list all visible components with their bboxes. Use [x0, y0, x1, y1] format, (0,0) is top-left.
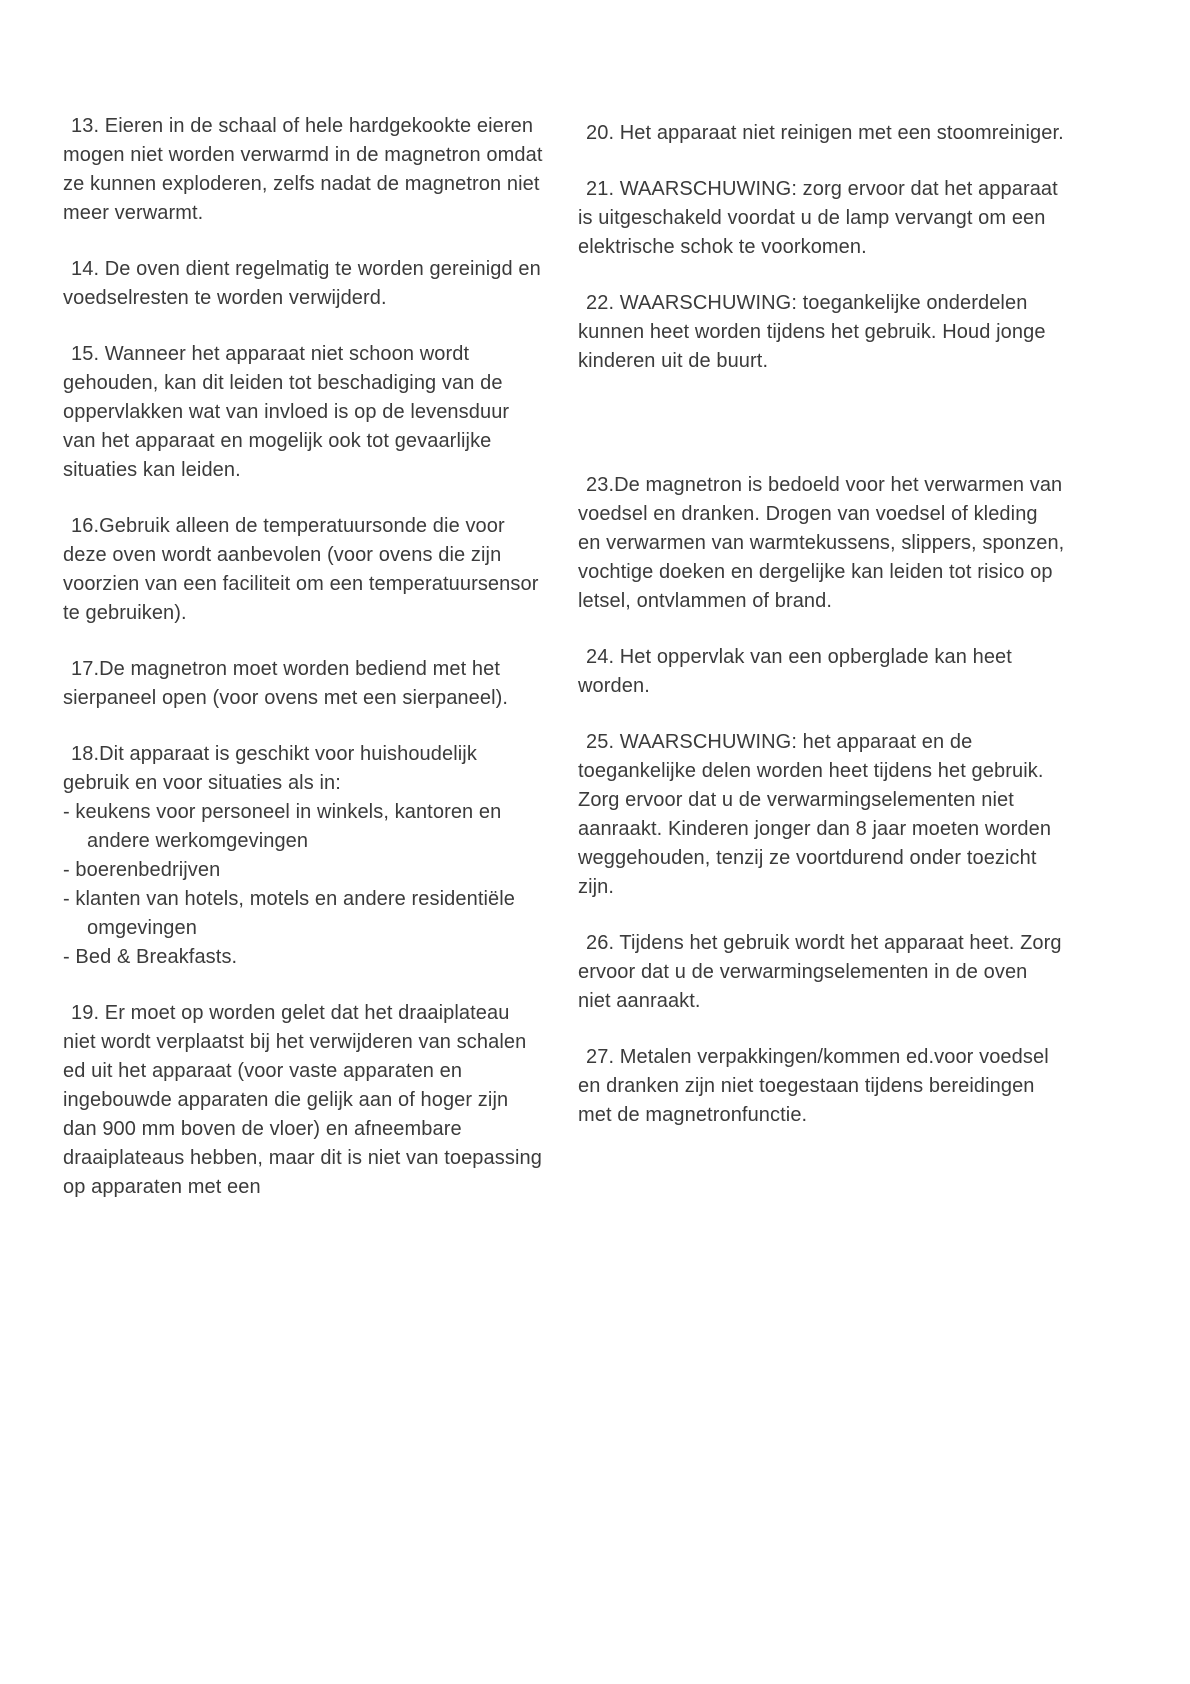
instruction-item — [578, 289, 1065, 376]
instruction-text: 24. Het oppervlak van een opberglade kan heet worden. — [578, 646, 1012, 697]
instruction-item — [63, 740, 545, 972]
instruction-item — [63, 512, 545, 628]
instruction-item — [63, 112, 545, 228]
sublist-item: - klanten van hotels, motels en andere residentiële omgevingen — [63, 888, 516, 939]
instruction-text: 21. WAARSCHUWING: zorg ervoor dat het apparaat is uitgeschakeld voordat u de lamp vervangt om een elektrische schok te voorkomen. — [578, 178, 1058, 258]
instruction-item — [578, 728, 1065, 902]
instruction-text: 14. De oven dient regelmatig te worden gereinigd en voedselresten te worden verwijderd. — [63, 258, 541, 309]
instruction-text: 15. Wanneer het apparaat niet schoon wordt gehouden, kan dit leiden tot beschadiging van de oppervlakken wat van invloed is op de levensduur van het apparaat en mogelijk ook tot gevaarlijke situaties kan leiden. — [63, 343, 510, 481]
instruction-text: 19. Er moet op worden gelet dat het draaiplateau niet wordt verplaatst bij het verwijderen van schalen ed uit het apparaat (voor vaste apparaten en ingebouwde apparaten die gelijk aan of hoger zijn dan 900 mm boven de vloer) en afneembare draaiplateaus hebben, maar dit is niet van toepassing op apparaten met een — [63, 1002, 542, 1198]
instruction-text: 22. WAARSCHUWING: toegankelijke onderdelen kunnen heet worden tijdens het gebruik. Houd jonge kinderen uit de buurt. — [578, 292, 1046, 372]
instruction-sublist — [63, 798, 545, 972]
instruction-text: 27. Metalen verpakkingen/kommen ed.voor voedsel en dranken zijn niet toegestaan tijdens bereidingen met de magnetronfunctie. — [578, 1046, 1049, 1126]
sublist-item: - boerenbedrijven — [63, 859, 221, 881]
instruction-item — [63, 999, 545, 1202]
instruction-item — [63, 340, 545, 485]
sublist-item: - Bed & Breakfasts. — [63, 946, 238, 968]
instruction-text: 23.De magnetron is bedoeld voor het verwarmen van voedsel en dranken. Drogen van voedsel of kleding en verwarmen van warmtekussens, slippers, sponzen, vochtige doeken en dergelijke kan leiden tot risico op letsel, ontvlammen of brand. — [578, 474, 1065, 612]
instruction-text: 20. Het apparaat niet reinigen met een stoomreiniger. — [586, 122, 1064, 144]
instruction-text: 16.Gebruik alleen de temperatuursonde die voor deze oven wordt aanbevolen (voor ovens die zijn voorzien van een faciliteit om een temperatuursensor te gebruiken). — [63, 515, 539, 624]
instruction-item — [578, 643, 1065, 701]
right-column — [578, 112, 1065, 1157]
instruction-text: 17.De magnetron moet worden bediend met het sierpaneel open (voor ovens met een sierpaneel). — [63, 658, 509, 709]
instruction-item — [578, 471, 1065, 616]
text-columns — [63, 112, 1132, 1229]
instruction-text: 18.Dit apparaat is geschikt voor huishoudelijk gebruik en voor situaties als in: — [63, 743, 477, 794]
instruction-item — [63, 655, 545, 713]
instruction-text: 26. Tijdens het gebruik wordt het apparaat heet. Zorg ervoor dat u de verwarmingselementen in de oven niet aanraakt. — [578, 932, 1062, 1012]
instruction-item — [578, 1043, 1065, 1130]
instruction-text: 13. Eieren in de schaal of hele hardgekookte eieren mogen niet worden verwarmd in de magnetron omdat ze kunnen exploderen, zelfs nadat de magnetron niet meer verwarmt. — [63, 115, 543, 224]
instruction-item — [578, 929, 1065, 1016]
instruction-item — [578, 175, 1065, 262]
instruction-item — [578, 119, 1065, 148]
instruction-text: 25. WAARSCHUWING: het apparaat en de toegankelijke delen worden heet tijdens het gebruik. Zorg ervoor dat u de verwarmingselementen niet aanraakt. Kinderen jonger dan 8 jaar moeten worden weggehouden, tenzij ze voortdurend onder toezicht zijn. — [578, 731, 1052, 898]
instruction-item — [63, 255, 545, 313]
left-column — [63, 112, 545, 1229]
sublist-item: - keukens voor personeel in winkels, kantoren en andere werkomgevingen — [63, 801, 502, 852]
